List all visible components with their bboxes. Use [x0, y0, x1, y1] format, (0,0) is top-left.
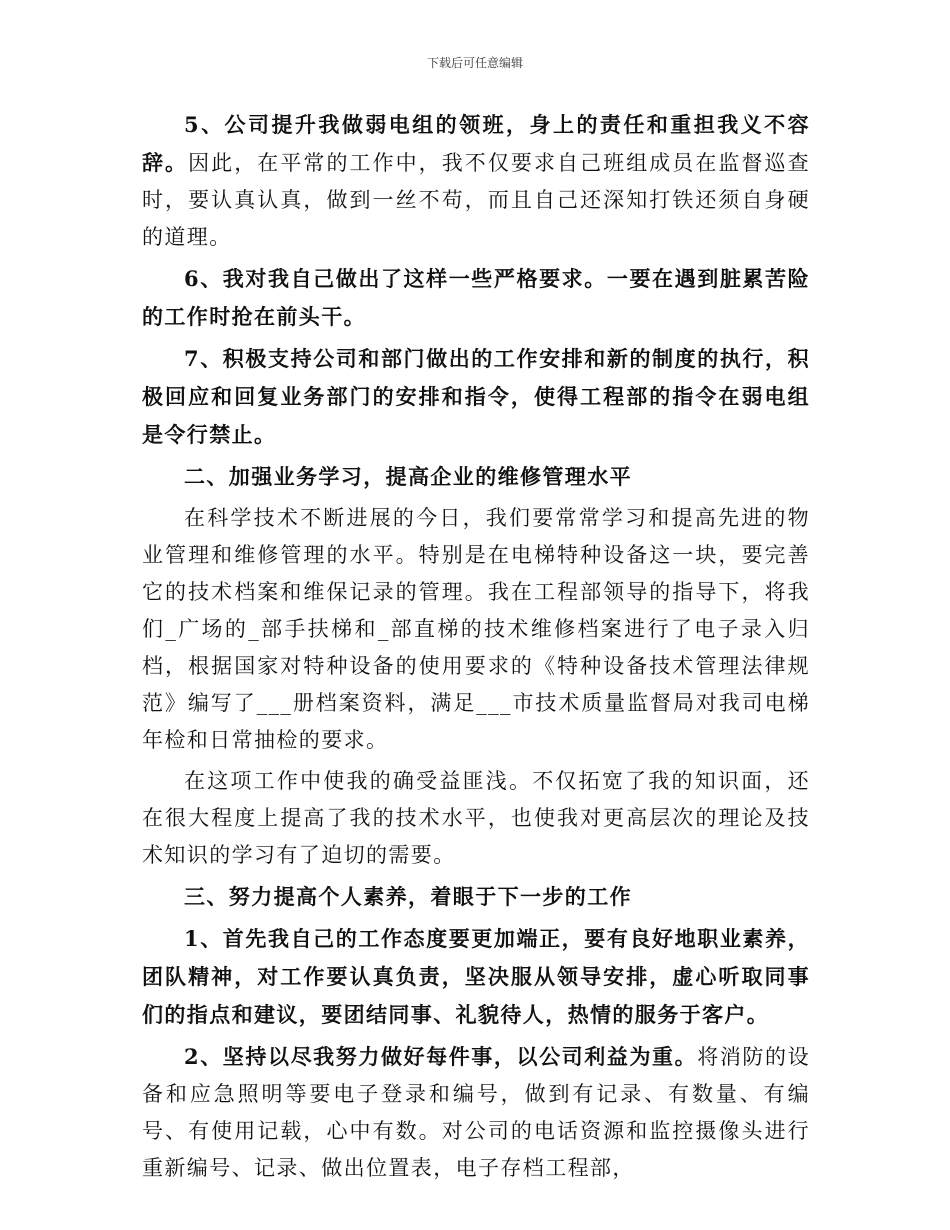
- paragraph-5: [142, 106, 810, 256]
- paragraph-7: [142, 340, 810, 454]
- section-3-item-2-body: 将消防的设备和应急照明等要电子登录和编号，做到有记录、有数量、有编号、有使用记载，心中有数。对公司的电话资源和监控摄像头进行重新编号、记录、做出位置表，电子存档工程部，: [142, 1045, 811, 1180]
- section-2-paragraph-2: 在这项工作中使我的确受益匪浅。不仅拓宽了我的知识面，还在很大程度上提高了我的技术水平，也使我对更高层次的理论及技术知识的学习有了迫切的需要。: [142, 769, 810, 867]
- section-2-title: 二、加强业务学习，提高企业的维修管理水平: [184, 464, 632, 489]
- paragraph-6: [142, 260, 810, 336]
- section-2-heading: [142, 458, 810, 496]
- paragraph-6-heading: 6、我对我自己做出了这样一些严格要求。一要在遇到脏累苦险的工作时抢在前头干。: [142, 266, 810, 329]
- section-3-item-2: [142, 1038, 810, 1187]
- section-2-paragraph-1: 在科学技术不断进展的今日，我们要常常学习和提高先进的物业管理和维修管理的水平。特别是在电梯特种设备这一块，要完善它的技术档案和维保记录的管理。我在工程部领导的指导下，将我们_广场的_部手扶梯和_部直梯的技术维修档案进行了电子录入归档，根据国家对特种设备的使用要求的《特种设备技术管理法律规范》编写了___册档案资料，满足___市技术质量监督局对我司电梯年检和日常抽检的要求。: [142, 506, 810, 752]
- paragraph-5-heading: 5、公司提升我做弱电组的领班，身上的责任和重担我义不容辞。: [142, 112, 810, 175]
- section-3-item-1-text: 1、首先我自己的工作态度要更加端正，要有良好地职业素养，团队精神，对工作要认真负责，坚决服从领导安排，虚心听取同事们的指点和建议，要团结同事、礼貌待人，热情的服务于客户。: [142, 926, 810, 1027]
- section-3-title: 三、努力提高个人素养，着眼于下一步的工作: [184, 884, 632, 909]
- section-3-item-2-heading: 2、坚持以尽我努力做好每件事，以公司利益为重。: [184, 1044, 698, 1069]
- section-3-heading: [142, 878, 810, 916]
- paragraph-5-body: 因此，在平常的工作中，我不仅要求自己班组成员在监督巡查时，要认真认真，做到一丝不苟，而且自己还深知打铁还须自身硬的道理。: [142, 151, 810, 249]
- section-3-item-1: [142, 920, 810, 1034]
- document-body: [142, 106, 810, 1187]
- page-header: 下载后可任意编辑: [426, 56, 523, 70]
- paragraph-7-heading: 7、积极支持公司和部门做出的工作安排和新的制度的执行，积极回应和回复业务部门的安排和指令，使得工程部的指令在弱电组是令行禁止。: [142, 346, 810, 447]
